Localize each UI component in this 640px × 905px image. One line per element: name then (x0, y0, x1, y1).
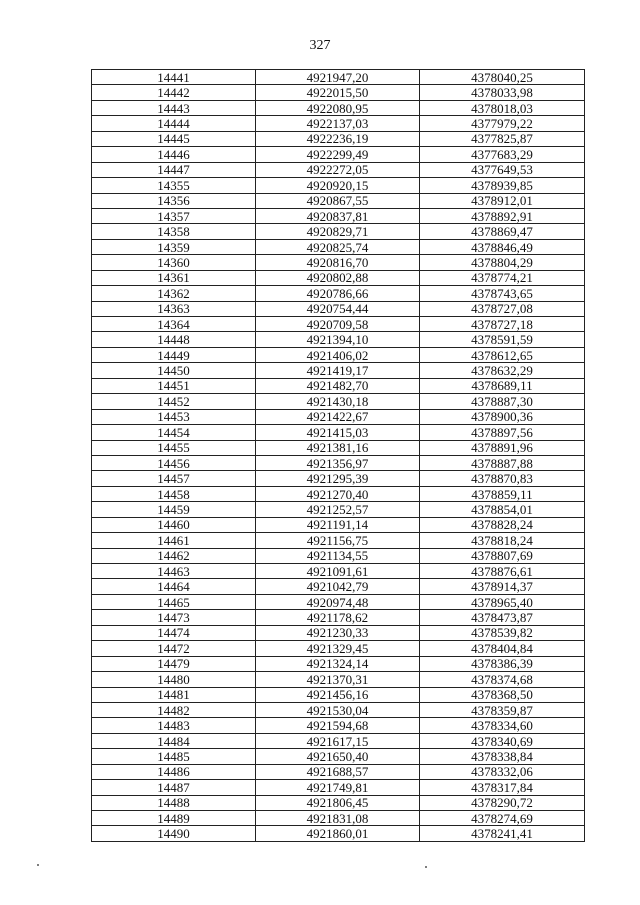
table-row (92, 718, 585, 733)
x-coordinate-cell: 4921381,16 (256, 440, 420, 455)
y-coordinate-cell: 4378804,29 (420, 255, 585, 270)
x-coordinate-cell: 4922015,50 (256, 85, 420, 100)
x-coordinate-cell: 4921650,40 (256, 749, 420, 764)
table-row (92, 502, 585, 517)
table-row (92, 533, 585, 548)
point-number-cell: 14484 (92, 733, 256, 748)
x-coordinate-cell: 4921617,15 (256, 733, 420, 748)
coordinates-table (91, 69, 585, 842)
page-number: 327 (309, 38, 331, 53)
y-coordinate-cell: 4378727,18 (420, 317, 585, 332)
table-row (92, 672, 585, 687)
y-coordinate-cell: 4378887,30 (420, 394, 585, 409)
y-coordinate-cell: 4378404,84 (420, 641, 585, 656)
table-row (92, 224, 585, 239)
y-coordinate-cell: 4378912,01 (420, 193, 585, 208)
y-coordinate-cell: 4378876,61 (420, 564, 585, 579)
x-coordinate-cell: 4921230,33 (256, 625, 420, 640)
point-number-cell: 14445 (92, 131, 256, 146)
y-coordinate-cell: 4378828,24 (420, 517, 585, 532)
table-row (92, 116, 585, 131)
point-number-cell: 14482 (92, 702, 256, 717)
x-coordinate-cell: 4922080,95 (256, 100, 420, 115)
y-coordinate-cell: 4378290,72 (420, 795, 585, 810)
x-coordinate-cell: 4921295,39 (256, 471, 420, 486)
point-number-cell: 14452 (92, 394, 256, 409)
y-coordinate-cell: 4378854,01 (420, 502, 585, 517)
table-row (92, 641, 585, 656)
x-coordinate-cell: 4922236,19 (256, 131, 420, 146)
point-number-cell: 14454 (92, 425, 256, 440)
x-coordinate-cell: 4921482,70 (256, 378, 420, 393)
y-coordinate-cell: 4378689,11 (420, 378, 585, 393)
point-number-cell: 14460 (92, 517, 256, 532)
y-coordinate-cell: 4378473,87 (420, 610, 585, 625)
x-coordinate-cell: 4920786,66 (256, 286, 420, 301)
y-coordinate-cell: 4378891,96 (420, 440, 585, 455)
x-coordinate-cell: 4920754,44 (256, 301, 420, 316)
table-row (92, 455, 585, 470)
y-coordinate-cell: 4378818,24 (420, 533, 585, 548)
scan-speck (425, 866, 427, 868)
point-number-cell: 14483 (92, 718, 256, 733)
point-number-cell: 14449 (92, 347, 256, 362)
x-coordinate-cell: 4921594,68 (256, 718, 420, 733)
table-row (92, 548, 585, 563)
y-coordinate-cell: 4378018,03 (420, 100, 585, 115)
x-coordinate-cell: 4921091,61 (256, 564, 420, 579)
table-row (92, 594, 585, 609)
x-coordinate-cell: 4921252,57 (256, 502, 420, 517)
table-row (92, 301, 585, 316)
x-coordinate-cell: 4920837,81 (256, 208, 420, 223)
y-coordinate-cell: 4378859,11 (420, 486, 585, 501)
x-coordinate-cell: 4921688,57 (256, 764, 420, 779)
y-coordinate-cell: 4378612,65 (420, 347, 585, 362)
y-coordinate-cell: 4378539,82 (420, 625, 585, 640)
y-coordinate-cell: 4378914,37 (420, 579, 585, 594)
point-number-cell: 14488 (92, 795, 256, 810)
x-coordinate-cell: 4921191,14 (256, 517, 420, 532)
point-number-cell: 14462 (92, 548, 256, 563)
table-row (92, 332, 585, 347)
point-number-cell: 14364 (92, 317, 256, 332)
point-number-cell: 14355 (92, 178, 256, 193)
x-coordinate-cell: 4921422,67 (256, 409, 420, 424)
scan-speck (37, 864, 39, 866)
y-coordinate-cell: 4378774,21 (420, 270, 585, 285)
table-row (92, 440, 585, 455)
y-coordinate-cell: 4378869,47 (420, 224, 585, 239)
point-number-cell: 14485 (92, 749, 256, 764)
point-number-cell: 14362 (92, 286, 256, 301)
y-coordinate-cell: 4378317,84 (420, 780, 585, 795)
x-coordinate-cell: 4921749,81 (256, 780, 420, 795)
y-coordinate-cell: 4378743,65 (420, 286, 585, 301)
table-row (92, 147, 585, 162)
table-row (92, 702, 585, 717)
table-row (92, 656, 585, 671)
point-number-cell: 14441 (92, 70, 256, 85)
table-row (92, 85, 585, 100)
y-coordinate-cell: 4378033,98 (420, 85, 585, 100)
x-coordinate-cell: 4921042,79 (256, 579, 420, 594)
x-coordinate-cell: 4920974,48 (256, 594, 420, 609)
point-number-cell: 14456 (92, 455, 256, 470)
point-number-cell: 14443 (92, 100, 256, 115)
point-number-cell: 14359 (92, 239, 256, 254)
point-number-cell: 14455 (92, 440, 256, 455)
point-number-cell: 14463 (92, 564, 256, 579)
y-coordinate-cell: 4378900,36 (420, 409, 585, 424)
point-number-cell: 14357 (92, 208, 256, 223)
y-coordinate-cell: 4378374,68 (420, 672, 585, 687)
point-number-cell: 14459 (92, 502, 256, 517)
point-number-cell: 14453 (92, 409, 256, 424)
y-coordinate-cell: 4378334,60 (420, 718, 585, 733)
table-row (92, 517, 585, 532)
point-number-cell: 14458 (92, 486, 256, 501)
x-coordinate-cell: 4920709,58 (256, 317, 420, 332)
table-row (92, 208, 585, 223)
y-coordinate-cell: 4378897,56 (420, 425, 585, 440)
point-number-cell: 14490 (92, 826, 256, 841)
point-number-cell: 14461 (92, 533, 256, 548)
y-coordinate-cell: 4377825,87 (420, 131, 585, 146)
table-row (92, 70, 585, 85)
y-coordinate-cell: 4378241,41 (420, 826, 585, 841)
point-number-cell: 14486 (92, 764, 256, 779)
y-coordinate-cell: 4378359,87 (420, 702, 585, 717)
x-coordinate-cell: 4920920,15 (256, 178, 420, 193)
table-row (92, 471, 585, 486)
point-number-cell: 14489 (92, 811, 256, 826)
x-coordinate-cell: 4921394,10 (256, 332, 420, 347)
y-coordinate-cell: 4378965,40 (420, 594, 585, 609)
x-coordinate-cell: 4921270,40 (256, 486, 420, 501)
x-coordinate-cell: 4920829,71 (256, 224, 420, 239)
point-number-cell: 14363 (92, 301, 256, 316)
x-coordinate-cell: 4921406,02 (256, 347, 420, 362)
table-row (92, 764, 585, 779)
point-number-cell: 14442 (92, 85, 256, 100)
x-coordinate-cell: 4921156,75 (256, 533, 420, 548)
point-number-cell: 14356 (92, 193, 256, 208)
y-coordinate-cell: 4378368,50 (420, 687, 585, 702)
y-coordinate-cell: 4378386,39 (420, 656, 585, 671)
x-coordinate-cell: 4921860,01 (256, 826, 420, 841)
point-number-cell: 14481 (92, 687, 256, 702)
y-coordinate-cell: 4378340,69 (420, 733, 585, 748)
table-row (92, 239, 585, 254)
point-number-cell: 14446 (92, 147, 256, 162)
y-coordinate-cell: 4378846,49 (420, 239, 585, 254)
table-row (92, 162, 585, 177)
table-row (92, 178, 585, 193)
x-coordinate-cell: 4921356,97 (256, 455, 420, 470)
x-coordinate-cell: 4920802,88 (256, 270, 420, 285)
x-coordinate-cell: 4921456,16 (256, 687, 420, 702)
x-coordinate-cell: 4921134,55 (256, 548, 420, 563)
x-coordinate-cell: 4921178,62 (256, 610, 420, 625)
y-coordinate-cell: 4378887,88 (420, 455, 585, 470)
point-number-cell: 14361 (92, 270, 256, 285)
y-coordinate-cell: 4378632,29 (420, 363, 585, 378)
table-row (92, 579, 585, 594)
point-number-cell: 14479 (92, 656, 256, 671)
point-number-cell: 14464 (92, 579, 256, 594)
table-row (92, 610, 585, 625)
table-row (92, 625, 585, 640)
table-row (92, 378, 585, 393)
y-coordinate-cell: 4378338,84 (420, 749, 585, 764)
table-row (92, 394, 585, 409)
point-number-cell: 14474 (92, 625, 256, 640)
point-number-cell: 14444 (92, 116, 256, 131)
point-number-cell: 14465 (92, 594, 256, 609)
y-coordinate-cell: 4378727,08 (420, 301, 585, 316)
table-row (92, 733, 585, 748)
table-row (92, 409, 585, 424)
x-coordinate-cell: 4921329,45 (256, 641, 420, 656)
point-number-cell: 14457 (92, 471, 256, 486)
y-coordinate-cell: 4378040,25 (420, 70, 585, 85)
table-row (92, 486, 585, 501)
x-coordinate-cell: 4920816,70 (256, 255, 420, 270)
y-coordinate-cell: 4377649,53 (420, 162, 585, 177)
point-number-cell: 14472 (92, 641, 256, 656)
table-row (92, 425, 585, 440)
x-coordinate-cell: 4920867,55 (256, 193, 420, 208)
x-coordinate-cell: 4922299,49 (256, 147, 420, 162)
point-number-cell: 14451 (92, 378, 256, 393)
table-row (92, 270, 585, 285)
y-coordinate-cell: 4378332,06 (420, 764, 585, 779)
x-coordinate-cell: 4921419,17 (256, 363, 420, 378)
y-coordinate-cell: 4377979,22 (420, 116, 585, 131)
y-coordinate-cell: 4378939,85 (420, 178, 585, 193)
table-row (92, 826, 585, 841)
table-row (92, 363, 585, 378)
table-row (92, 780, 585, 795)
table-row (92, 795, 585, 810)
point-number-cell: 14358 (92, 224, 256, 239)
x-coordinate-cell: 4922272,05 (256, 162, 420, 177)
table-row (92, 286, 585, 301)
coordinates-table-body (92, 70, 585, 842)
x-coordinate-cell: 4921947,20 (256, 70, 420, 85)
x-coordinate-cell: 4921430,18 (256, 394, 420, 409)
table-row (92, 687, 585, 702)
x-coordinate-cell: 4921831,08 (256, 811, 420, 826)
table-row (92, 317, 585, 332)
table-row (92, 749, 585, 764)
point-number-cell: 14480 (92, 672, 256, 687)
y-coordinate-cell: 4378274,69 (420, 811, 585, 826)
x-coordinate-cell: 4921324,14 (256, 656, 420, 671)
table-row (92, 811, 585, 826)
y-coordinate-cell: 4378870,83 (420, 471, 585, 486)
x-coordinate-cell: 4921530,04 (256, 702, 420, 717)
y-coordinate-cell: 4378892,91 (420, 208, 585, 223)
point-number-cell: 14473 (92, 610, 256, 625)
point-number-cell: 14450 (92, 363, 256, 378)
x-coordinate-cell: 4921806,45 (256, 795, 420, 810)
table-row (92, 131, 585, 146)
table-row (92, 193, 585, 208)
x-coordinate-cell: 4921370,31 (256, 672, 420, 687)
point-number-cell: 14360 (92, 255, 256, 270)
y-coordinate-cell: 4378807,69 (420, 548, 585, 563)
x-coordinate-cell: 4921415,03 (256, 425, 420, 440)
point-number-cell: 14447 (92, 162, 256, 177)
y-coordinate-cell: 4378591,59 (420, 332, 585, 347)
table-row (92, 255, 585, 270)
table-row (92, 100, 585, 115)
table-row (92, 347, 585, 362)
y-coordinate-cell: 4377683,29 (420, 147, 585, 162)
x-coordinate-cell: 4920825,74 (256, 239, 420, 254)
point-number-cell: 14487 (92, 780, 256, 795)
x-coordinate-cell: 4922137,03 (256, 116, 420, 131)
table-row (92, 564, 585, 579)
point-number-cell: 14448 (92, 332, 256, 347)
